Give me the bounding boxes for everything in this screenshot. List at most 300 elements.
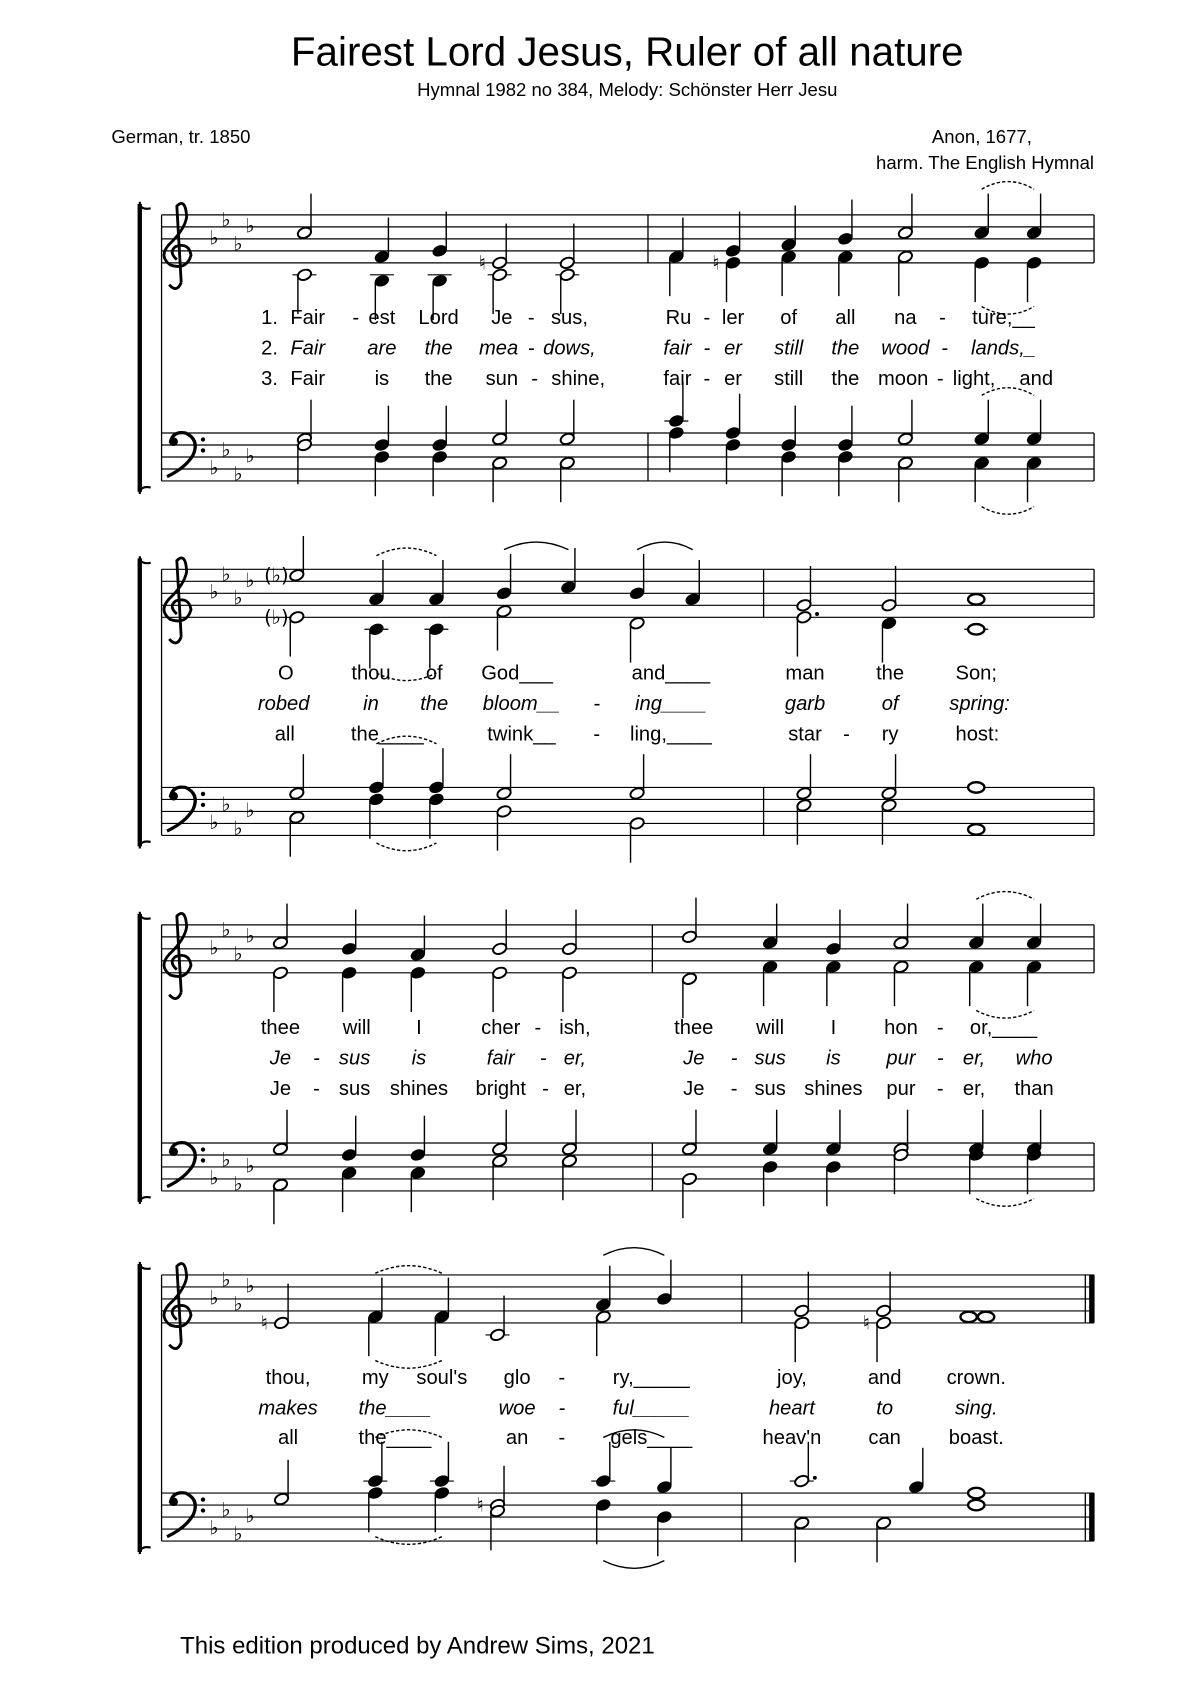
half-note xyxy=(272,936,288,950)
slur xyxy=(603,1248,664,1256)
key-flat-icon: ♭ xyxy=(221,792,231,816)
key-flat-icon: ♭ xyxy=(221,438,231,462)
quarter-note xyxy=(968,960,984,974)
lyric-syllable: - xyxy=(593,723,601,746)
quarter-note xyxy=(496,586,512,600)
lyric-syllable: - xyxy=(703,337,711,360)
verse-number: 1. xyxy=(261,306,278,329)
quarter-note xyxy=(629,586,645,600)
music-system xyxy=(140,182,1094,515)
slur xyxy=(637,542,693,550)
quarter-note xyxy=(368,622,384,636)
lyric-syllable: makes xyxy=(258,1397,318,1420)
bass-clef-dot xyxy=(201,803,205,807)
lyric-syllable: still xyxy=(774,367,804,390)
lyric-syllable: of xyxy=(780,306,798,329)
lyric-syllable: shine, xyxy=(551,367,606,390)
key-flat-icon: ♭ xyxy=(233,232,243,256)
quarter-note xyxy=(974,226,990,240)
lyric-syllable: er, xyxy=(962,1047,986,1070)
key-flat-icon: ♭ xyxy=(209,1166,219,1190)
lyric-syllable: Fair xyxy=(290,367,326,390)
quarter-note xyxy=(410,1148,426,1162)
lyric-syllable: moon xyxy=(877,367,929,390)
lyric-syllable: an xyxy=(505,1426,529,1449)
lyric-syllable: - xyxy=(313,1047,320,1070)
lyric-syllable: sus xyxy=(754,1077,786,1100)
lyric-syllable: - xyxy=(558,1397,566,1420)
key-flat-icon: ♭ xyxy=(245,1504,255,1528)
lyric-syllable: bloom__ xyxy=(482,692,561,715)
editorial-tie xyxy=(976,892,1034,900)
lyric-syllable: ler xyxy=(721,306,745,329)
half-note xyxy=(875,1316,891,1330)
quarter-note xyxy=(1026,936,1042,950)
key-flat-icon: ♭ xyxy=(221,1498,231,1522)
bass-clef-dot xyxy=(201,1158,205,1162)
quarter-note xyxy=(781,250,797,264)
quarter-note xyxy=(367,1310,383,1324)
quarter-note xyxy=(908,1480,924,1494)
verse-number: 3. xyxy=(261,367,278,390)
lyric-syllable: the xyxy=(424,367,453,390)
lyric-syllable: will xyxy=(756,1016,785,1039)
bass-clef-dot xyxy=(169,792,178,801)
quarter-note xyxy=(656,1292,672,1306)
quarter-note xyxy=(656,1510,672,1524)
key-flat-icon: ♭ xyxy=(221,1148,231,1172)
quarter-note xyxy=(341,966,357,980)
editorial-tie xyxy=(982,182,1034,190)
quarter-note xyxy=(410,1166,426,1180)
half-note xyxy=(559,256,575,270)
lyric-syllable: - xyxy=(941,337,948,360)
half-note xyxy=(796,598,812,612)
quarter-note xyxy=(725,256,741,270)
lyric-syllable: - xyxy=(936,367,944,390)
music-system xyxy=(140,1248,1094,1569)
quarter-note xyxy=(762,936,778,950)
lyric-syllable: ry xyxy=(881,723,899,746)
bass-clef-dot xyxy=(169,1497,178,1506)
whole-note xyxy=(968,594,984,604)
quarter-note xyxy=(974,456,990,470)
lyrics-block xyxy=(258,1367,1006,1449)
key-flat-icon: ♭ xyxy=(233,1522,243,1546)
lyric-syllable: - xyxy=(730,1047,738,1070)
lyric-syllable: cher xyxy=(481,1016,521,1039)
lyric-syllable: - xyxy=(936,1047,944,1070)
lyric-syllable: the xyxy=(831,337,860,360)
footer-credit: This edition produced by Andrew Sims, 2021 xyxy=(180,1632,655,1660)
half-note xyxy=(796,798,812,812)
treble-clef-icon xyxy=(164,203,191,288)
lyric-syllable: ry,_____ xyxy=(612,1366,690,1389)
key-flat-icon: ♭ xyxy=(245,1274,255,1298)
half-note xyxy=(897,456,913,470)
bass-clef-dot xyxy=(201,1508,205,1512)
whole-note xyxy=(968,1488,984,1498)
half-note xyxy=(289,568,305,582)
quarter-note xyxy=(595,1498,611,1512)
key-flat-icon: ♭ xyxy=(245,798,255,822)
quarter-note xyxy=(428,592,444,606)
lyric-syllable: star xyxy=(788,723,822,746)
lyric-syllable: are xyxy=(367,337,397,360)
quarter-note xyxy=(432,244,448,258)
lyric-syllable: the xyxy=(876,662,905,685)
lyric-syllable: or,____ xyxy=(969,1016,1038,1039)
treble-staff xyxy=(162,1248,1094,1369)
lyric-syllable: Je xyxy=(491,306,513,329)
half-note xyxy=(561,1154,577,1168)
quarter-note xyxy=(762,1142,778,1156)
bass-staff xyxy=(162,736,1094,863)
lyric-syllable: of xyxy=(881,692,899,715)
half-note xyxy=(796,786,812,800)
half-note xyxy=(794,1516,810,1530)
lyric-syllable: er, xyxy=(563,1047,587,1070)
lyric-syllable: - xyxy=(558,1366,566,1389)
lyric-syllable: host: xyxy=(955,723,1000,746)
quarter-note xyxy=(368,780,384,794)
lyric-syllable: fair xyxy=(663,367,692,390)
whole-note xyxy=(968,782,984,792)
half-note xyxy=(491,942,507,956)
whole-note xyxy=(968,824,984,834)
quarter-note xyxy=(1026,226,1042,240)
lyric-syllable: est xyxy=(368,306,396,329)
whole-note xyxy=(968,1500,984,1510)
half-note xyxy=(491,456,507,470)
half-note xyxy=(296,226,312,240)
lyric-syllable: garb xyxy=(784,692,826,715)
lyric-line-verse-2 xyxy=(258,693,1010,715)
treble-staff xyxy=(162,536,1094,681)
half-note xyxy=(794,1316,810,1330)
editorial-tie xyxy=(375,1266,442,1274)
half-note xyxy=(272,1178,288,1192)
half-note xyxy=(796,610,812,624)
key-flat-icon: ♭ xyxy=(209,580,219,604)
treble-clef-icon xyxy=(164,1264,191,1349)
lyric-syllable: fair xyxy=(486,1047,515,1070)
half-note xyxy=(681,1142,697,1156)
treble-staff xyxy=(162,182,1094,321)
lyric-syllable: hon xyxy=(884,1016,918,1039)
lyric-syllable: ish, xyxy=(559,1016,591,1039)
lyric-syllable: bright xyxy=(475,1077,526,1100)
lyric-syllable: I xyxy=(830,1016,837,1039)
music-system xyxy=(140,536,1094,863)
half-note xyxy=(561,1142,577,1156)
lyric-syllable: dows, xyxy=(543,337,596,360)
quarter-note xyxy=(825,942,841,956)
quarter-note xyxy=(368,792,384,806)
lyric-syllable: than xyxy=(1014,1077,1054,1100)
verse-number: 2. xyxy=(261,337,278,360)
lyric-syllable: - xyxy=(352,306,360,329)
lyric-syllable: ful_____ xyxy=(612,1397,690,1420)
lyric-line-verse-3 xyxy=(270,1078,1054,1100)
quarter-note xyxy=(367,1486,383,1500)
key-flat-icon: ♭ xyxy=(209,1286,219,1310)
quarter-note xyxy=(374,450,390,464)
lyric-syllable: will xyxy=(342,1016,371,1039)
lyric-syllable: gels____ xyxy=(610,1426,693,1449)
natural-sign-icon: ♮ xyxy=(712,251,720,275)
lyric-syllable: and xyxy=(867,1366,902,1389)
quarter-note xyxy=(428,792,444,806)
lyric-syllable: - xyxy=(527,306,535,329)
lyric-line-verse-1 xyxy=(261,307,1036,329)
lyric-syllable: is xyxy=(411,1047,427,1070)
key-flat-icon: ♭ xyxy=(209,456,219,480)
lyric-line-verse-2 xyxy=(261,337,1036,359)
half-note xyxy=(496,604,512,618)
half-note xyxy=(496,804,512,818)
quarter-note xyxy=(374,438,390,452)
lyric-line-verse-3 xyxy=(261,368,1053,390)
lyric-syllable: thou, xyxy=(265,1366,311,1389)
quarter-note xyxy=(1026,256,1042,270)
key-flat-icon: ♭ xyxy=(221,1268,231,1292)
music-systems xyxy=(140,182,1094,1569)
lyric-syllable: thee xyxy=(260,1016,301,1039)
quarter-note xyxy=(725,438,741,452)
quarter-note xyxy=(368,592,384,606)
editorial-tie xyxy=(982,507,1034,515)
augmentation-dot xyxy=(815,612,819,616)
editorial-tie xyxy=(376,843,436,851)
half-note xyxy=(489,1328,505,1342)
lyric-syllable: pur xyxy=(886,1047,916,1070)
lyric-line-verse-1 xyxy=(266,1367,1006,1389)
key-flat-icon: ♭ xyxy=(245,214,255,238)
half-note xyxy=(561,942,577,956)
lyric-syllable: light, xyxy=(952,367,996,390)
quarter-note xyxy=(825,1142,841,1156)
lyric-syllable: - xyxy=(558,1426,566,1449)
lyric-syllable: robed xyxy=(257,692,310,715)
lyric-syllable: all xyxy=(835,306,856,329)
lyric-syllable: - xyxy=(534,1016,542,1039)
quarter-note xyxy=(825,960,841,974)
half-note xyxy=(273,1492,289,1506)
quarter-note xyxy=(1026,456,1042,470)
quarter-note xyxy=(1026,960,1042,974)
lyric-syllable: - xyxy=(843,723,850,746)
half-note xyxy=(496,786,512,800)
quarter-note xyxy=(432,450,448,464)
lyric-syllable: heart xyxy=(768,1397,815,1420)
key-flat-icon: ♭ xyxy=(221,208,231,232)
quarter-note xyxy=(595,1474,611,1488)
half-note xyxy=(893,936,909,950)
lyric-syllable: in xyxy=(363,692,379,715)
half-note xyxy=(881,598,897,612)
lyric-syllable: Je xyxy=(683,1077,705,1100)
lyric-syllable: to xyxy=(876,1397,894,1420)
quarter-note xyxy=(762,960,778,974)
lyric-syllable: - xyxy=(703,367,711,390)
lyric-syllable: the____ xyxy=(358,1426,432,1449)
treble-clef-icon xyxy=(164,558,191,643)
hymn-subtitle: Hymnal 1982 no 384, Melody: Schönster Herr Jesu xyxy=(417,78,838,100)
lyric-syllable: wood xyxy=(881,337,930,360)
lyric-syllable: the xyxy=(424,337,453,360)
lyric-syllable: Je xyxy=(683,1047,705,1070)
half-note xyxy=(629,616,645,630)
lyric-syllable: fair xyxy=(663,337,692,360)
lyric-syllable: Fair xyxy=(290,337,326,360)
quarter-note xyxy=(781,438,797,452)
music-credit-line2: harm. The English Hymnal xyxy=(876,152,1095,174)
bass-clef-icon xyxy=(167,1143,205,1187)
lyric-syllable: Fair xyxy=(290,306,326,329)
augmentation-dot xyxy=(813,1476,817,1480)
half-note xyxy=(561,966,577,980)
cautionary-flat-icon: (♭) xyxy=(264,563,289,587)
half-note xyxy=(559,268,575,282)
lyric-syllable: I xyxy=(416,1016,422,1039)
quarter-note xyxy=(434,1486,450,1500)
half-note xyxy=(595,1310,611,1324)
natural-sign-icon: ♮ xyxy=(260,1311,268,1335)
quarter-note xyxy=(341,1148,357,1162)
lyric-syllable: man xyxy=(785,662,825,685)
editorial-tie xyxy=(376,548,436,556)
lyric-syllable: sing. xyxy=(954,1397,998,1420)
key-flat-icon: ♭ xyxy=(245,1154,255,1178)
lyric-syllable: - xyxy=(539,1047,547,1070)
lyric-syllable: Ru xyxy=(665,306,692,329)
lyric-syllable: the xyxy=(831,367,860,390)
lyric-syllable: spring: xyxy=(949,692,1010,715)
half-note xyxy=(629,816,645,830)
bass-clef-icon xyxy=(167,433,205,477)
lyric-syllable: joy, xyxy=(777,1366,807,1389)
half-note xyxy=(897,432,913,446)
lyric-syllable: my xyxy=(361,1366,389,1389)
lyric-syllable: soul's xyxy=(416,1366,468,1389)
lyric-syllable: O xyxy=(278,662,294,685)
half-note xyxy=(893,960,909,974)
lyric-syllable: er xyxy=(724,367,743,390)
quarter-note xyxy=(668,426,684,440)
slur xyxy=(603,1561,664,1569)
half-note xyxy=(559,432,575,446)
quarter-note xyxy=(341,942,357,956)
quarter-note xyxy=(1026,432,1042,446)
lyric-syllable: pur xyxy=(886,1077,916,1100)
quarter-note xyxy=(781,238,797,252)
key-flat-icon: ♭ xyxy=(245,444,255,468)
lyric-syllable: er, xyxy=(962,1077,986,1100)
lyric-syllable: the xyxy=(420,692,449,715)
half-note xyxy=(681,1172,697,1186)
bass-clef-dot xyxy=(201,792,205,796)
lyric-syllable: boast. xyxy=(948,1426,1004,1449)
lyric-syllable: still xyxy=(774,337,804,360)
natural-sign-icon: ♮ xyxy=(476,1493,484,1517)
quarter-note xyxy=(367,1474,383,1488)
quarter-note xyxy=(595,1298,611,1312)
half-note xyxy=(296,268,312,282)
lyric-line-verse-1 xyxy=(261,1017,1038,1039)
half-note xyxy=(881,798,897,812)
lyrics-block xyxy=(261,307,1053,390)
lyric-syllable: sus xyxy=(338,1047,371,1070)
cautionary-flat-icon: (♭) xyxy=(264,605,289,629)
half-note xyxy=(272,966,288,980)
bass-staff xyxy=(162,382,1094,515)
half-note xyxy=(272,1142,288,1156)
bass-staff xyxy=(162,1430,1094,1569)
whole-note xyxy=(968,624,984,634)
quarter-note xyxy=(428,622,444,636)
lyric-syllable: woe xyxy=(498,1397,536,1420)
half-note xyxy=(491,1154,507,1168)
quarter-note xyxy=(410,966,426,980)
quarter-note xyxy=(432,274,448,288)
key-flat-icon: ♭ xyxy=(209,226,219,250)
lyric-syllable: - xyxy=(531,367,538,390)
lyric-syllable: can xyxy=(868,1426,901,1449)
lyric-line-verse-3 xyxy=(275,724,999,746)
treble-staff xyxy=(162,892,1094,1019)
lyric-syllable: thee xyxy=(674,1016,714,1039)
quarter-note xyxy=(432,438,448,452)
treble-clef-icon xyxy=(164,913,191,998)
lyric-syllable: mea xyxy=(478,337,519,360)
lyric-syllable: ling,____ xyxy=(629,723,712,746)
half-note xyxy=(875,1304,891,1318)
key-flat-icon: ♭ xyxy=(245,568,255,592)
half-note xyxy=(875,1516,891,1530)
lyric-syllable: is xyxy=(826,1047,841,1070)
quarter-note xyxy=(560,580,576,594)
quarter-note xyxy=(725,244,741,258)
lyric-line-verse-1 xyxy=(278,662,997,684)
lyric-line-verse-3 xyxy=(278,1427,1004,1449)
lyric-line-verse-2 xyxy=(269,1047,1053,1069)
half-note xyxy=(681,930,697,944)
half-note xyxy=(629,786,645,800)
lyric-syllable: God___ xyxy=(481,662,553,685)
lyric-syllable: who xyxy=(1015,1047,1053,1070)
slur xyxy=(504,542,568,550)
natural-sign-icon: ♮ xyxy=(862,1311,870,1335)
lyric-syllable: all xyxy=(274,723,295,746)
quarter-note xyxy=(668,414,684,428)
lyric-syllable: - xyxy=(936,1016,944,1039)
lyric-syllable: sus xyxy=(754,1047,786,1070)
quarter-note xyxy=(825,1160,841,1174)
lyric-syllable: - xyxy=(703,306,711,329)
quarter-note xyxy=(781,450,797,464)
words-credit: German, tr. 1850 xyxy=(111,125,251,147)
key-flat-icon: ♭ xyxy=(245,924,255,948)
quarter-note xyxy=(968,936,984,950)
whole-note xyxy=(960,1312,976,1322)
lyric-syllable: glo xyxy=(503,1366,531,1389)
quarter-note xyxy=(374,250,390,264)
lyric-syllable: all xyxy=(277,1426,299,1449)
quarter-note xyxy=(410,948,426,962)
lyric-syllable: Lord xyxy=(418,306,459,329)
lyric-syllable: crown. xyxy=(946,1366,1006,1389)
